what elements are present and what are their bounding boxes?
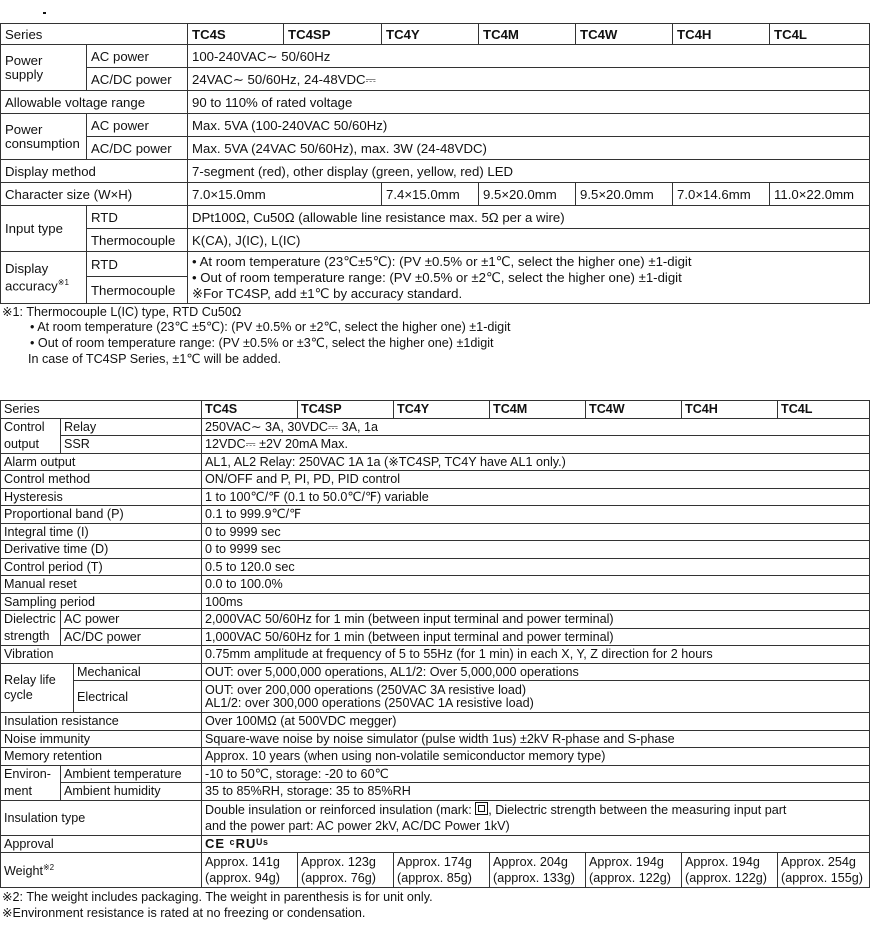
model-header: TC4L [770, 24, 870, 45]
thermocouple-label: Thermocouple [87, 229, 188, 252]
spec-value: 0.1 to 999.9℃/℉ [202, 506, 870, 524]
electrical-line: AL1/2: over 300,000 operations (250VAC 1A resistive load) [205, 695, 534, 710]
memory-retention-label: Memory retention [1, 748, 202, 766]
memory-retention-row [1, 748, 870, 766]
display-accuracy-row [1, 252, 870, 277]
spec-row [1, 593, 870, 611]
insulation-type-value [202, 800, 870, 835]
relay-value: 250VAC∼ 3A, 30VDC⎓ 3A, 1a [202, 418, 870, 436]
ac-power-label: AC power [87, 114, 188, 137]
model-header: TC4W [586, 401, 682, 419]
insulation-resistance-row [1, 713, 870, 731]
character-size-row [1, 183, 870, 206]
character-size-value: 7.0×15.0mm [188, 183, 382, 206]
environment-row [1, 783, 870, 801]
display-accuracy-value [188, 252, 870, 304]
model-header: TC4H [682, 401, 778, 419]
model-header: TC4M [490, 401, 586, 419]
model-header: TC4Y [394, 401, 490, 419]
spec-value: 0.0 to 100.0% [202, 576, 870, 594]
series-label: Series [1, 401, 202, 419]
relay-life-row [1, 663, 870, 681]
electrical-label: Electrical [74, 681, 202, 713]
dielectric-acdc-value: 1,000VAC 50/60Hz for 1 min (between input terminal and power terminal) [202, 628, 870, 646]
dielectric-row [1, 628, 870, 646]
series-label: Series [1, 24, 188, 45]
display-accuracy-label: Display accuracy$^{※1}$ [1, 252, 87, 304]
vibration-row [1, 646, 870, 664]
footnote-2: ※2: The weight includes packaging. The weight in parenthesis is for unit only. [2, 890, 433, 904]
control-output-label: Control output [1, 418, 61, 453]
weight-value: Approx. 194g (approx. 122g) [586, 853, 682, 888]
spec-label: Integral time (I) [1, 523, 202, 541]
weight-value: Approx. 123g (approx. 76g) [298, 853, 394, 888]
model-header: TC4S [188, 24, 284, 45]
acdc-power-value: 24VAC∼ 50/60Hz, 24-48VDC⎓ [188, 68, 870, 91]
spec-label: Control method [1, 471, 202, 489]
power-consumption-row [1, 114, 870, 137]
spec-value: 0.5 to 120.0 sec [202, 558, 870, 576]
power-consumption-row [1, 137, 870, 160]
rtd-label: RTD [87, 252, 188, 277]
insulation-resistance-label: Insulation resistance [1, 713, 202, 731]
environment-label: Environ-ment [1, 765, 61, 800]
model-header: TC4W [576, 24, 673, 45]
spec-value: 0 to 9999 sec [202, 523, 870, 541]
character-size-value: 7.0×14.6mm [673, 183, 770, 206]
insulation-type-label: Insulation type [1, 800, 202, 835]
power-supply-label: Power supply [1, 45, 87, 91]
spec-row [1, 506, 870, 524]
ambient-temperature-value: -10 to 50℃, storage: -20 to 60℃ [202, 765, 870, 783]
environment-row [1, 765, 870, 783]
spec-value: 100ms [202, 593, 870, 611]
approval-label: Approval [1, 835, 202, 853]
footnote-1-line: In case of TC4SP Series, ±1℃ will be added. [28, 352, 282, 366]
noise-immunity-row [1, 730, 870, 748]
model-header: TC4L [778, 401, 870, 419]
ssr-value: 12VDC⎓ ±2V 20mA Max. [202, 436, 870, 454]
character-size-value: 7.4×15.0mm [382, 183, 479, 206]
display-method-label: Display method [1, 160, 188, 183]
model-header: TC4Y [382, 24, 479, 45]
relay-life-row [1, 681, 870, 713]
spec-value: 1 to 100℃/℉ (0.1 to 50.0℃/℉) variable [202, 488, 870, 506]
display-method-row [1, 160, 870, 183]
rtd-value: DPt100Ω, Cu50Ω (allowable line resistance max. 5Ω per a wire) [188, 206, 870, 229]
acdc-power-label: AC/DC power [87, 68, 188, 91]
allowable-voltage-label: Allowable voltage range [1, 91, 188, 114]
relay-label: Relay [61, 418, 202, 436]
series-header-row [1, 24, 870, 45]
ac-power-label: AC power [87, 45, 188, 68]
model-header: TC4SP [284, 24, 382, 45]
memory-retention-value: Approx. 10 years (when using non-volatile semiconductor memory type) [202, 748, 870, 766]
model-header: TC4M [479, 24, 576, 45]
electrical-value [202, 681, 870, 713]
power-consumption-label: Power consumption [1, 114, 87, 160]
model-header: TC4SP [298, 401, 394, 419]
model-header: TC4S [202, 401, 298, 419]
weight-value: Approx. 204g (approx. 133g) [490, 853, 586, 888]
relay-life-label: Relay life cycle [1, 663, 74, 713]
spec-label: Manual reset [1, 576, 202, 594]
character-size-value: 9.5×20.0mm [479, 183, 576, 206]
dielectric-row [1, 611, 870, 629]
acdc-power-label: AC/DC power [61, 628, 202, 646]
spec-row [1, 541, 870, 559]
dielectric-ac-value: 2,000VAC 50/60Hz for 1 min (between input terminal and power terminal) [202, 611, 870, 629]
ssr-label: SSR [61, 436, 202, 454]
display-method-value: 7-segment (red), other display (green, yellow, red) LED [188, 160, 870, 183]
vibration-label: Vibration [1, 646, 202, 664]
footnote-marker: ※1 [57, 277, 69, 287]
model-header: TC4H [673, 24, 770, 45]
character-size-value: 11.0×22.0mm [770, 183, 870, 206]
weight-label: Weight$^{※2}$ [1, 853, 202, 888]
electrical-line: OUT: over 200,000 operations (250VAC 3A resistive load) [205, 682, 527, 697]
spec-label: Proportional band (P) [1, 506, 202, 524]
allowable-voltage-row [1, 91, 870, 114]
spec-label: Derivative time (D) [1, 541, 202, 559]
acdc-power-consumption-value: Max. 5VA (24VAC 50/60Hz), max. 3W (24-48VDC) [188, 137, 870, 160]
vibration-value: 0.75mm amplitude at frequency of 5 to 55Hz (for 1 min) in each X, Y, Z direction for 2 hours [202, 646, 870, 664]
weight-value: Approx. 194g (approx. 122g) [682, 853, 778, 888]
spec-table-control [0, 400, 870, 888]
accuracy-line: • Out of room temperature range: (PV ±0.5% or ±2℃, select the higher one) ±1-digit [192, 269, 682, 285]
series-header-row [1, 401, 870, 419]
noise-immunity-label: Noise immunity [1, 730, 202, 748]
spec-value: 0 to 9999 sec [202, 541, 870, 559]
dielectric-label: Dielectric strength [1, 611, 61, 646]
power-supply-row [1, 45, 870, 68]
insulation-type-line: Double insulation or reinforced insulation (mark: , Dielectric strength between the measuring input part [205, 802, 787, 817]
footnote-marker: ※2 [42, 863, 55, 873]
weight-value: Approx. 174g (approx. 85g) [394, 853, 490, 888]
spec-row [1, 471, 870, 489]
ambient-humidity-label: Ambient humidity [61, 783, 202, 801]
spec-row [1, 576, 870, 594]
allowable-voltage-value: 90 to 110% of rated voltage [188, 91, 870, 114]
footnote-env: ※Environment resistance is rated at no freezing or condensation. [2, 906, 366, 920]
input-type-row [1, 229, 870, 252]
weight-row [1, 853, 870, 888]
thermocouple-label: Thermocouple [87, 277, 188, 304]
spec-row [1, 453, 870, 471]
input-type-label: Input type [1, 206, 87, 252]
power-supply-row [1, 68, 870, 91]
accuracy-line: ※For TC4SP, add ±1℃ by accuracy standard. [192, 285, 463, 301]
insulation-resistance-value: Over 100MΩ (at 500VDC megger) [202, 713, 870, 731]
footnote-1-line: • Out of room temperature range: (PV ±0.5% or ±3℃, select the higher one) ±1digit [30, 336, 494, 350]
control-output-row [1, 418, 870, 436]
input-type-row [1, 206, 870, 229]
spec-label: Sampling period [1, 593, 202, 611]
spec-label: Hysteresis [1, 488, 202, 506]
spec-label: Control period (T) [1, 558, 202, 576]
ambient-humidity-value: 35 to 85%RH, storage: 35 to 85%RH [202, 783, 870, 801]
spec-label: Alarm output [1, 453, 202, 471]
spec-value: ON/OFF and P, PI, PD, PID control [202, 471, 870, 489]
top-mark [43, 12, 46, 14]
ac-power-value: 100-240VAC∼ 50/60Hz [188, 45, 870, 68]
insulation-type-line: and the power part: AC power 2kV, AC/DC Power 1kV) [205, 818, 510, 833]
footnote-1: ※1: Thermocouple L(IC) type, RTD Cu50Ω [2, 305, 242, 319]
thermocouple-value: K(CA), J(IC), L(IC) [188, 229, 870, 252]
spec-table-display [0, 23, 870, 304]
character-size-label: Character size (W×H) [1, 183, 188, 206]
rtd-label: RTD [87, 206, 188, 229]
insulation-type-row [1, 800, 870, 835]
footnote-1-line: • At room temperature (23℃ ±5℃): (PV ±0.5% or ±2℃, select the higher one) ±1-digit [30, 320, 511, 334]
mechanical-value: OUT: over 5,000,000 operations, AL1/2: Over 5,000,000 operations [202, 663, 870, 681]
control-output-row [1, 436, 870, 454]
weight-value: Approx. 254g (approx. 155g) [778, 853, 870, 888]
weight-value: Approx. 141g (approx. 94g) [202, 853, 298, 888]
acdc-power-label: AC/DC power [87, 137, 188, 160]
ac-power-label: AC power [61, 611, 202, 629]
spec-row [1, 558, 870, 576]
spec-value: AL1, AL2 Relay: 250VAC 1A 1a (※TC4SP, TC4Y have AL1 only.) [202, 453, 870, 471]
ambient-temperature-label: Ambient temperature [61, 765, 202, 783]
ac-power-consumption-value: Max. 5VA (100-240VAC 50/60Hz) [188, 114, 870, 137]
spec-row [1, 488, 870, 506]
approval-row [1, 835, 870, 853]
spec-row [1, 523, 870, 541]
double-insulation-icon [475, 802, 488, 815]
mechanical-label: Mechanical [74, 663, 202, 681]
character-size-value: 9.5×20.0mm [576, 183, 673, 206]
accuracy-line: • At room temperature (23℃±5℃): (PV ±0.5% or ±1℃, select the higher one) ±1-digit [192, 253, 692, 269]
noise-immunity-value: Square-wave noise by noise simulator (pulse width 1us) ±2kV R-phase and S-phase [202, 730, 870, 748]
certification-marks-icon: CE ᶜRUᵁˢ [202, 835, 870, 853]
